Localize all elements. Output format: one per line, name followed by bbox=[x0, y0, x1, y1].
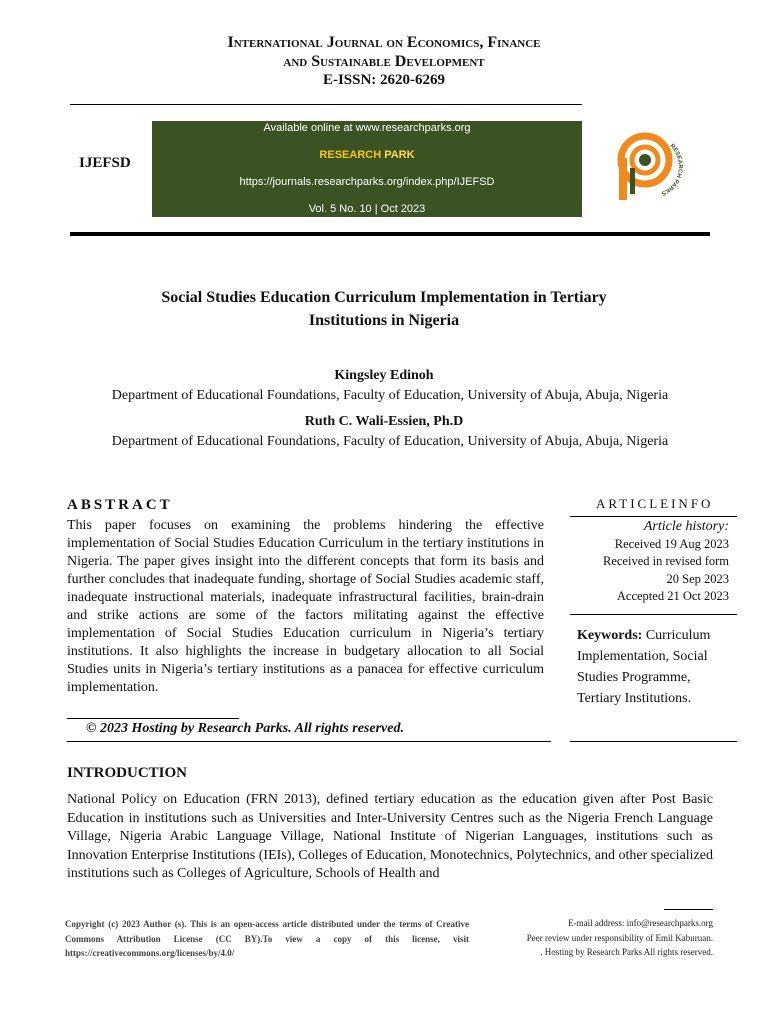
banner-park-text: PARK bbox=[384, 149, 415, 161]
revised-date: 20 Sep 2023 bbox=[666, 571, 729, 586]
received-date: Received 19 Aug 2023 bbox=[614, 536, 729, 551]
introduction-heading: INTRODUCTION bbox=[67, 765, 188, 781]
author-affiliation: Department of Educational Foundations, Faculty of Education, University of Abuja, Abuja, Nigeria bbox=[111, 434, 669, 449]
journal-name-line2: and Sustainable Development bbox=[283, 53, 485, 70]
banner-research-text: RESEARCH bbox=[319, 149, 382, 161]
journal-name-line1: International Journal on Economics, Finance bbox=[227, 34, 541, 51]
author-name: Ruth C. Wali-Essien, Ph.D bbox=[304, 414, 464, 429]
logo-text: RESEARCH PARKS bbox=[660, 143, 683, 197]
footer-peer-review: Peer review under responsibility of Emil Kaburuan. bbox=[526, 932, 713, 943]
keywords-block bbox=[577, 625, 737, 709]
abstract-heading: ABSTRACT bbox=[67, 497, 173, 513]
footer-divider bbox=[664, 909, 713, 910]
keywords-list: Curriculum Implementation, Social Studies Programme, Tertiary Institutions. bbox=[577, 628, 711, 706]
abstract-text: This paper focuses on examining the problems hindering the effective implementation of Social Studies Education Curriculum in the tertiary institutions in Nigeria. The paper gives insight into the different concepts that form its basis and further concludes that inadequate funding, shortage of Social Studies academic staff, inadequate instructional materials, inadequate infrastructural facilities, brain-drain and strike actions are some of the factors militating against the effective implementation of Social Studies Education curriculum in Nigeria’s tertiary institutions. It also highlights the increase in budgetary allocation to all Social Studies units in Nigeria’s tertiary institutions as a panacea for effective curriculum implementation. bbox=[67, 518, 544, 695]
banner-publisher-name bbox=[152, 149, 582, 161]
article-info-bottom-divider bbox=[570, 741, 737, 742]
paper-title-line2: Institutions in Nigeria bbox=[308, 312, 460, 329]
banner-journal-url[interactable]: https://journals.researchparks.org/index.php/IJEFSD bbox=[239, 176, 495, 188]
footer-license-text: Copyright (c) 2023 Author (s). This is an open-access article distributed under the terms of Creative Commons Attribution License (CC BY).To view a copy of this license, visit https://creativecommons.org/licenses/by/4.0/ bbox=[65, 919, 469, 958]
banner-available-online[interactable]: Available online at www.researchparks.org bbox=[263, 122, 471, 134]
footer-contact bbox=[480, 916, 713, 960]
keywords-label: Keywords: bbox=[577, 628, 643, 643]
journal-title bbox=[0, 33, 768, 90]
copyright-notice: © 2023 Hosting by Research Parks. All rights reserved. bbox=[86, 721, 404, 736]
header-thick-divider bbox=[70, 232, 710, 236]
paper-title-line1: Social Studies Education Curriculum Implementation in Tertiary bbox=[161, 289, 607, 306]
abstract-bottom-divider bbox=[67, 741, 551, 742]
article-history bbox=[570, 518, 729, 606]
accepted-date: Accepted 21 Oct 2023 bbox=[616, 589, 729, 603]
revised-label: Received in revised form bbox=[603, 554, 729, 568]
header-divider bbox=[70, 104, 582, 105]
copyright-divider bbox=[67, 718, 239, 719]
author-name: Kingsley Edinoh bbox=[334, 368, 434, 383]
footer-hosting: . Hosting by Research Parks All rights reserved. bbox=[540, 947, 713, 957]
article-info-heading: ARTICLEINFO bbox=[596, 496, 714, 511]
article-info-divider bbox=[570, 516, 737, 517]
paper-title bbox=[100, 286, 668, 332]
footer-email[interactable]: E-mail address: info@researchparks.org bbox=[568, 918, 713, 928]
journal-issn: E-ISSN: 2620-6269 bbox=[322, 72, 446, 88]
author-affiliation: Department of Educational Foundations, Faculty of Education, University of Abuja, Abuja, Nigeria bbox=[111, 388, 669, 403]
research-parks-logo-icon bbox=[612, 126, 688, 202]
journal-banner bbox=[152, 121, 582, 217]
article-info-divider bbox=[570, 614, 737, 615]
introduction-text: National Policy on Education (FRN 2013), defined tertiary education as the education given after Post Basic Education in institutions such as Universities and Inter-University Centres such as the Nigeria French Language Village, Nigeria Arabic Language Village, National Institute of Nigerian Languages, institutions such as Innovation Enterprise Institutions (IEIs), Colleges of Education, Monotechnics, Polytechnics, and other specialized institutions such as Colleges of Agriculture, Schools of Health and bbox=[67, 792, 713, 881]
article-history-label: Article history: bbox=[643, 519, 729, 534]
journal-abbreviation: IJEFSD bbox=[79, 155, 131, 171]
banner-volume: Vol. 5 No. 10 | Oct 2023 bbox=[308, 203, 426, 215]
